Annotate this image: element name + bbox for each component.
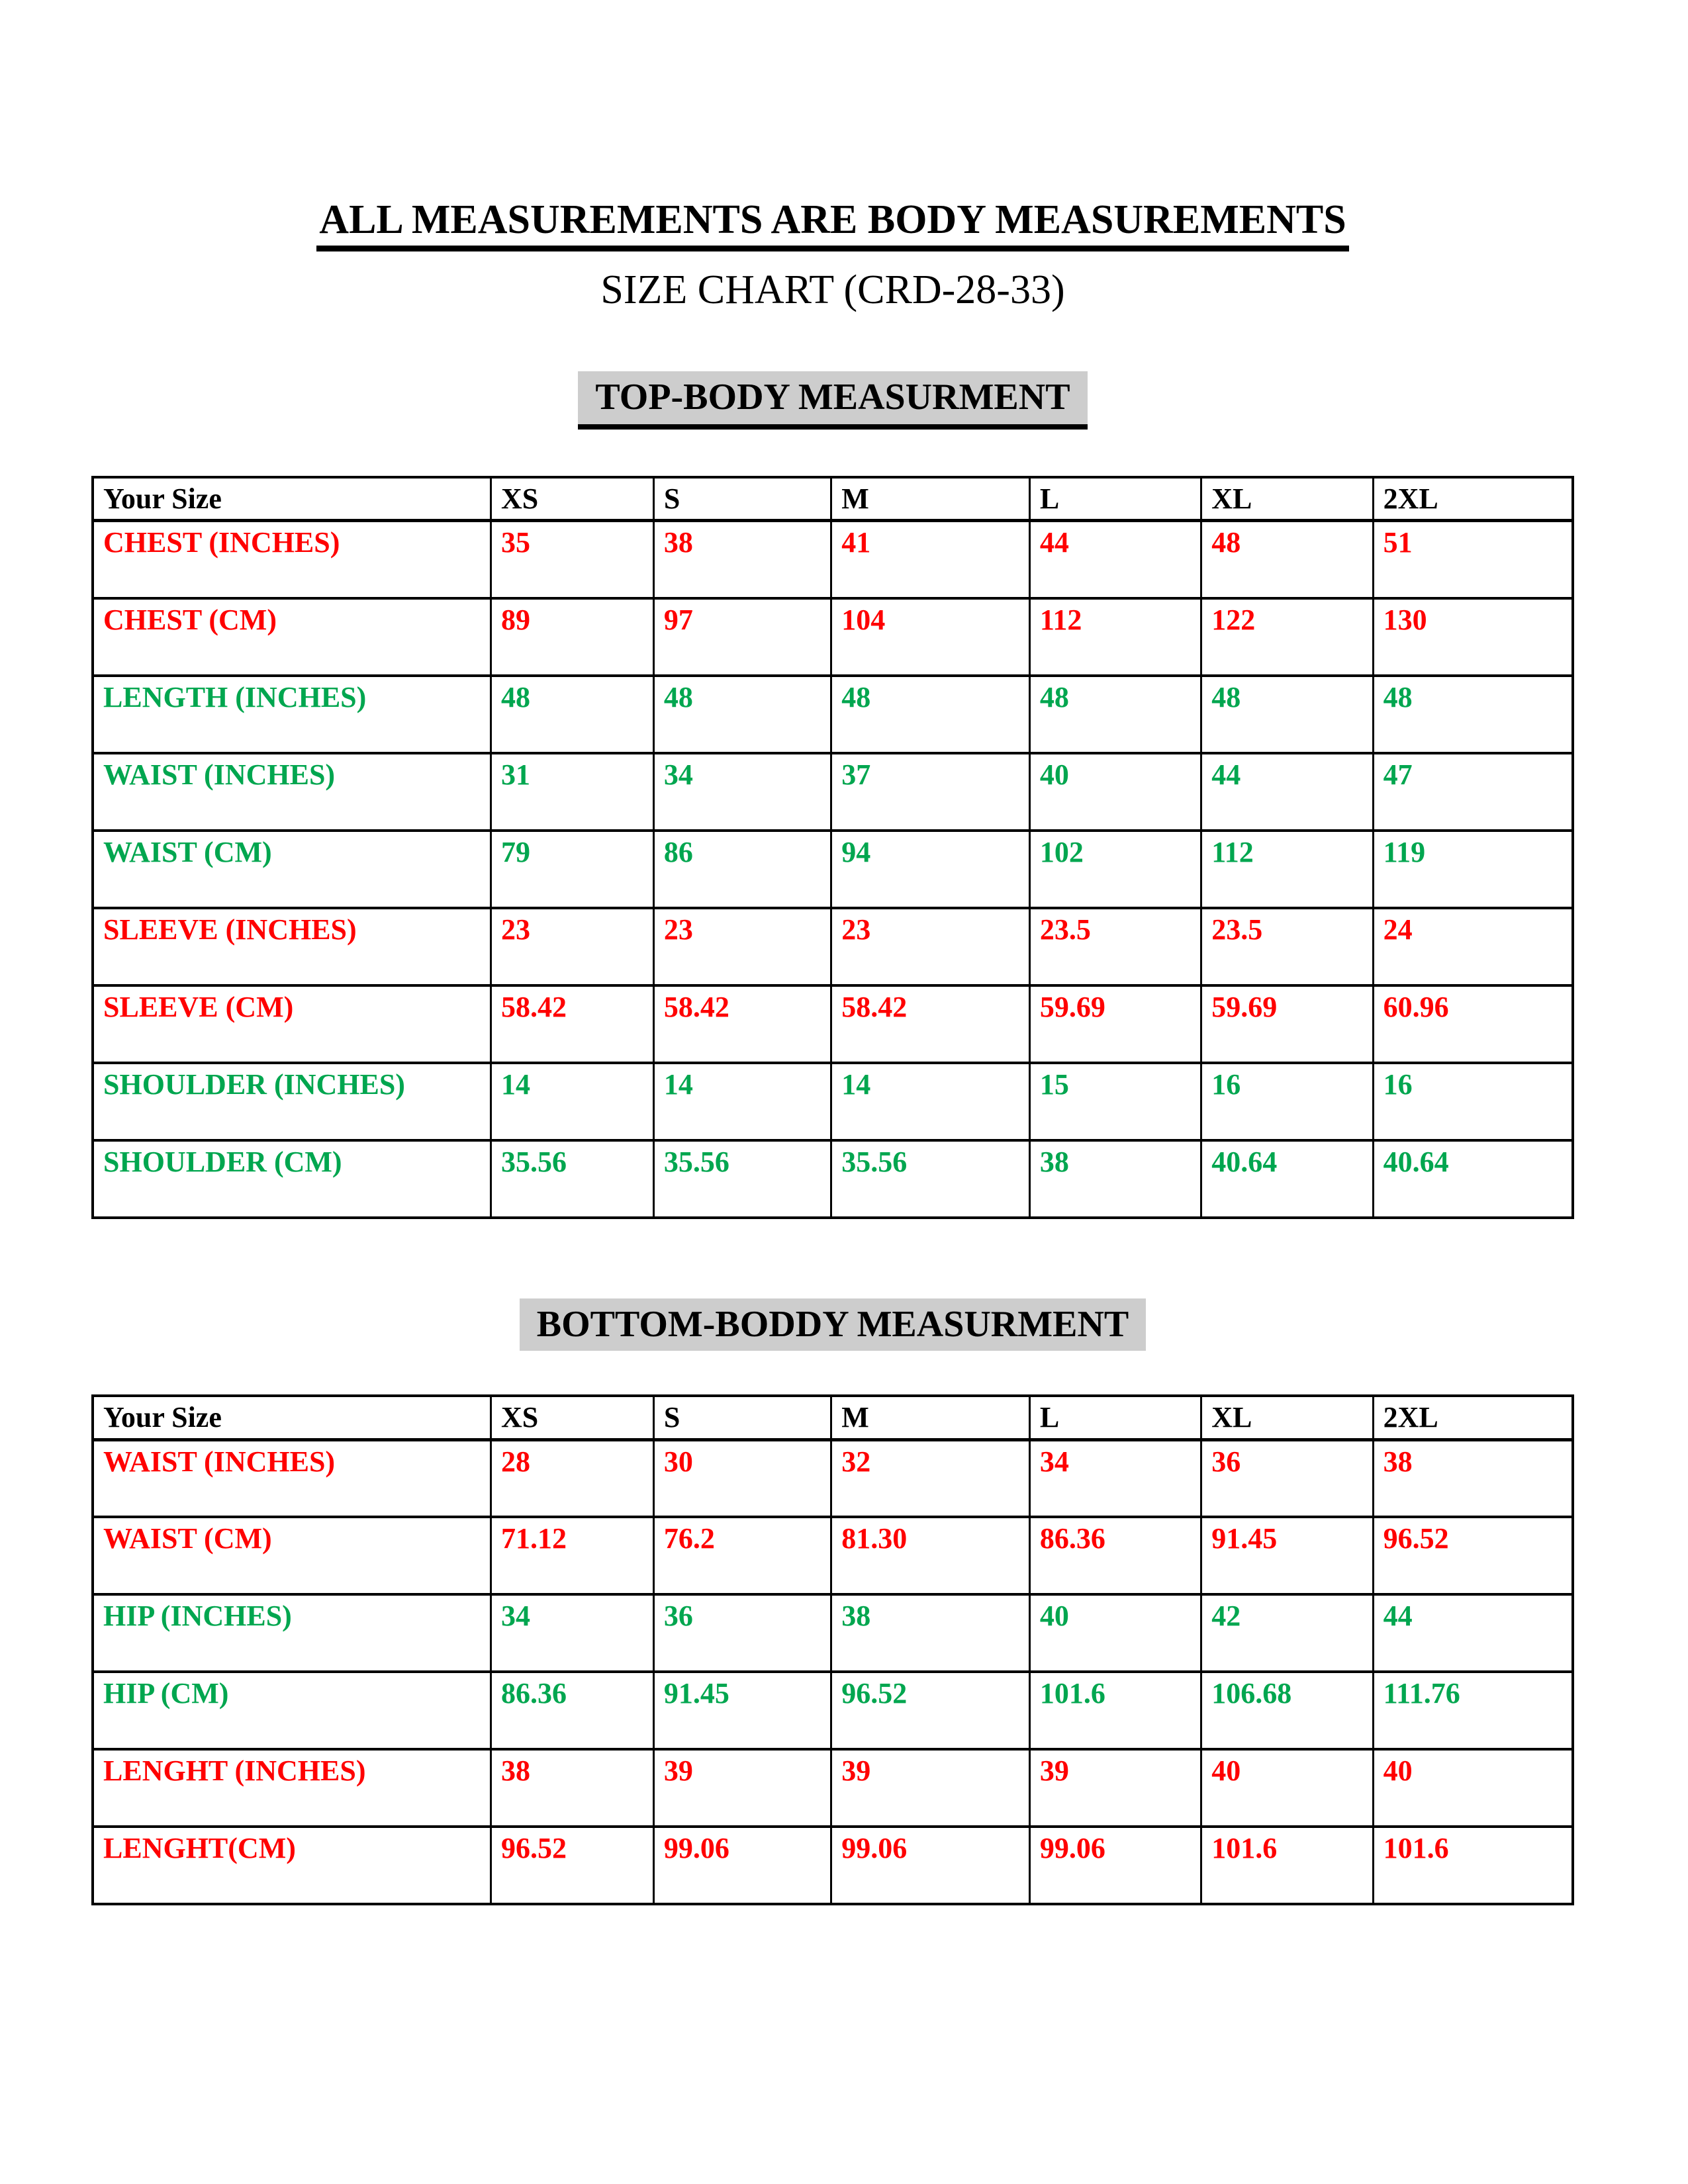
cell-value: 97 [653, 598, 831, 676]
table-row-hip-cm [93, 1672, 1573, 1749]
cell-value: 23 [653, 908, 831, 985]
cell-value: 34 [653, 753, 831, 831]
cell-value: 23 [831, 908, 1030, 985]
cell-value: 35.56 [491, 1140, 653, 1218]
cell-value: 58.42 [653, 985, 831, 1063]
table-row-waist-cm [93, 1517, 1573, 1594]
row-label: WAIST (INCHES) [93, 1439, 491, 1517]
cell-value: 86.36 [1029, 1517, 1201, 1594]
cell-value: 14 [653, 1063, 831, 1140]
cell-value: 16 [1373, 1063, 1573, 1140]
cell-value: 48 [653, 676, 831, 753]
cell-value: 39 [831, 1749, 1030, 1827]
cell-value: 86 [653, 831, 831, 908]
cell-value: 96.52 [1373, 1517, 1573, 1594]
cell-value: 106.68 [1201, 1672, 1373, 1749]
cell-value: 58.42 [491, 985, 653, 1063]
cell-value: 48 [1201, 521, 1373, 598]
column-header-xs: XS [491, 1396, 653, 1439]
cell-value: 34 [1029, 1439, 1201, 1517]
cell-value: 23.5 [1029, 908, 1201, 985]
cell-value: 48 [831, 676, 1030, 753]
column-header-your-size: Your Size [93, 477, 491, 521]
cell-value: 40.64 [1201, 1140, 1373, 1218]
cell-value: 51 [1373, 521, 1573, 598]
cell-value: 48 [1201, 676, 1373, 753]
cell-value: 35.56 [831, 1140, 1030, 1218]
row-label: WAIST (CM) [93, 1517, 491, 1594]
cell-value: 34 [491, 1594, 653, 1672]
cell-value: 40 [1201, 1749, 1373, 1827]
row-label: HIP (INCHES) [93, 1594, 491, 1672]
column-header-xl: XL [1201, 1396, 1373, 1439]
cell-value: 36 [653, 1594, 831, 1672]
header-row [93, 477, 1573, 521]
table-row-length-inches [93, 676, 1573, 753]
cell-value: 36 [1201, 1439, 1373, 1517]
cell-value: 38 [1029, 1140, 1201, 1218]
row-label: LENGTH (INCHES) [93, 676, 491, 753]
cell-value: 60.96 [1373, 985, 1573, 1063]
column-header-s: S [653, 1396, 831, 1439]
table-row-lenght-inches [93, 1749, 1573, 1827]
cell-value: 101.6 [1373, 1827, 1573, 1904]
cell-value: 96.52 [491, 1827, 653, 1904]
row-label: LENGHT(CM) [93, 1827, 491, 1904]
row-label: WAIST (INCHES) [93, 753, 491, 831]
row-label: SLEEVE (INCHES) [93, 908, 491, 985]
cell-value: 38 [1373, 1439, 1573, 1517]
cell-value: 30 [653, 1439, 831, 1517]
column-header-l: L [1029, 477, 1201, 521]
cell-value: 37 [831, 753, 1030, 831]
cell-value: 104 [831, 598, 1030, 676]
cell-value: 122 [1201, 598, 1373, 676]
cell-value: 41 [831, 521, 1030, 598]
page-title-text: ALL MEASUREMENTS ARE BODY MEASUREMENTS [316, 199, 1348, 251]
table-row-chest-inches [93, 521, 1573, 598]
top-table-heading [91, 371, 1574, 430]
cell-value: 130 [1373, 598, 1573, 676]
cell-value: 40 [1029, 1594, 1201, 1672]
cell-value: 99.06 [653, 1827, 831, 1904]
top-table-heading-text: TOP-BODY MEASURMENT [578, 371, 1087, 430]
cell-value: 40 [1373, 1749, 1573, 1827]
bottom-body-table [91, 1394, 1574, 1905]
cell-value: 86.36 [491, 1672, 653, 1749]
table-row-waist-inches [93, 753, 1573, 831]
cell-value: 71.12 [491, 1517, 653, 1594]
table-row-shoulder-cm [93, 1140, 1573, 1218]
row-label: CHEST (INCHES) [93, 521, 491, 598]
cell-value: 14 [831, 1063, 1030, 1140]
cell-value: 58.42 [831, 985, 1030, 1063]
cell-value: 44 [1029, 521, 1201, 598]
column-header-xl: XL [1201, 477, 1373, 521]
column-header-m: M [831, 477, 1030, 521]
table-row-waist-cm [93, 831, 1573, 908]
cell-value: 111.76 [1373, 1672, 1573, 1749]
cell-value: 47 [1373, 753, 1573, 831]
bottom-table-heading-text: BOTTOM-BODDY MEASURMENT [520, 1298, 1147, 1351]
bottom-table-heading [91, 1298, 1574, 1351]
column-header-your-size: Your Size [93, 1396, 491, 1439]
cell-value: 32 [831, 1439, 1030, 1517]
cell-value: 35.56 [653, 1140, 831, 1218]
table-row-shoulder-inches [93, 1063, 1573, 1140]
row-label: SHOULDER (CM) [93, 1140, 491, 1218]
page-title [91, 199, 1574, 251]
column-header-xs: XS [491, 477, 653, 521]
column-header-m: M [831, 1396, 1030, 1439]
table-row-waist-inches [93, 1439, 1573, 1517]
table-row-sleeve-inches [93, 908, 1573, 985]
cell-value: 38 [491, 1749, 653, 1827]
cell-value: 14 [491, 1063, 653, 1140]
cell-value: 35 [491, 521, 653, 598]
row-label: LENGHT (INCHES) [93, 1749, 491, 1827]
row-label: CHEST (CM) [93, 598, 491, 676]
cell-value: 15 [1029, 1063, 1201, 1140]
cell-value: 39 [1029, 1749, 1201, 1827]
row-label: WAIST (CM) [93, 831, 491, 908]
row-label: SLEEVE (CM) [93, 985, 491, 1063]
cell-value: 59.69 [1029, 985, 1201, 1063]
cell-value: 31 [491, 753, 653, 831]
column-header-2xl: 2XL [1373, 477, 1573, 521]
cell-value: 23.5 [1201, 908, 1373, 985]
table-row-chest-cm [93, 598, 1573, 676]
cell-value: 112 [1201, 831, 1373, 908]
cell-value: 81.30 [831, 1517, 1030, 1594]
cell-value: 16 [1201, 1063, 1373, 1140]
cell-value: 76.2 [653, 1517, 831, 1594]
cell-value: 79 [491, 831, 653, 908]
cell-value: 24 [1373, 908, 1573, 985]
column-header-l: L [1029, 1396, 1201, 1439]
cell-value: 101.6 [1201, 1827, 1373, 1904]
cell-value: 40.64 [1373, 1140, 1573, 1218]
cell-value: 94 [831, 831, 1030, 908]
cell-value: 48 [1373, 676, 1573, 753]
table-row-hip-inches [93, 1594, 1573, 1672]
cell-value: 119 [1373, 831, 1573, 908]
cell-value: 89 [491, 598, 653, 676]
cell-value: 59.69 [1201, 985, 1373, 1063]
row-label: HIP (CM) [93, 1672, 491, 1749]
table-row-lenght-cm [93, 1827, 1573, 1904]
cell-value: 38 [831, 1594, 1030, 1672]
cell-value: 91.45 [1201, 1517, 1373, 1594]
cell-value: 28 [491, 1439, 653, 1517]
cell-value: 48 [491, 676, 653, 753]
cell-value: 38 [653, 521, 831, 598]
cell-value: 39 [653, 1749, 831, 1827]
cell-value: 91.45 [653, 1672, 831, 1749]
cell-value: 96.52 [831, 1672, 1030, 1749]
page-subtitle: SIZE CHART (CRD-28-33) [600, 267, 1065, 313]
cell-value: 42 [1201, 1594, 1373, 1672]
cell-value: 48 [1029, 676, 1201, 753]
row-label: SHOULDER (INCHES) [93, 1063, 491, 1140]
cell-value: 23 [491, 908, 653, 985]
table-row-sleeve-cm [93, 985, 1573, 1063]
cell-value: 99.06 [831, 1827, 1030, 1904]
cell-value: 44 [1373, 1594, 1573, 1672]
cell-value: 112 [1029, 598, 1201, 676]
cell-value: 40 [1029, 753, 1201, 831]
cell-value: 99.06 [1029, 1827, 1201, 1904]
header-row [93, 1396, 1573, 1439]
cell-value: 102 [1029, 831, 1201, 908]
column-header-2xl: 2XL [1373, 1396, 1573, 1439]
cell-value: 44 [1201, 753, 1373, 831]
column-header-s: S [653, 477, 831, 521]
cell-value: 101.6 [1029, 1672, 1201, 1749]
top-body-table [91, 476, 1574, 1219]
